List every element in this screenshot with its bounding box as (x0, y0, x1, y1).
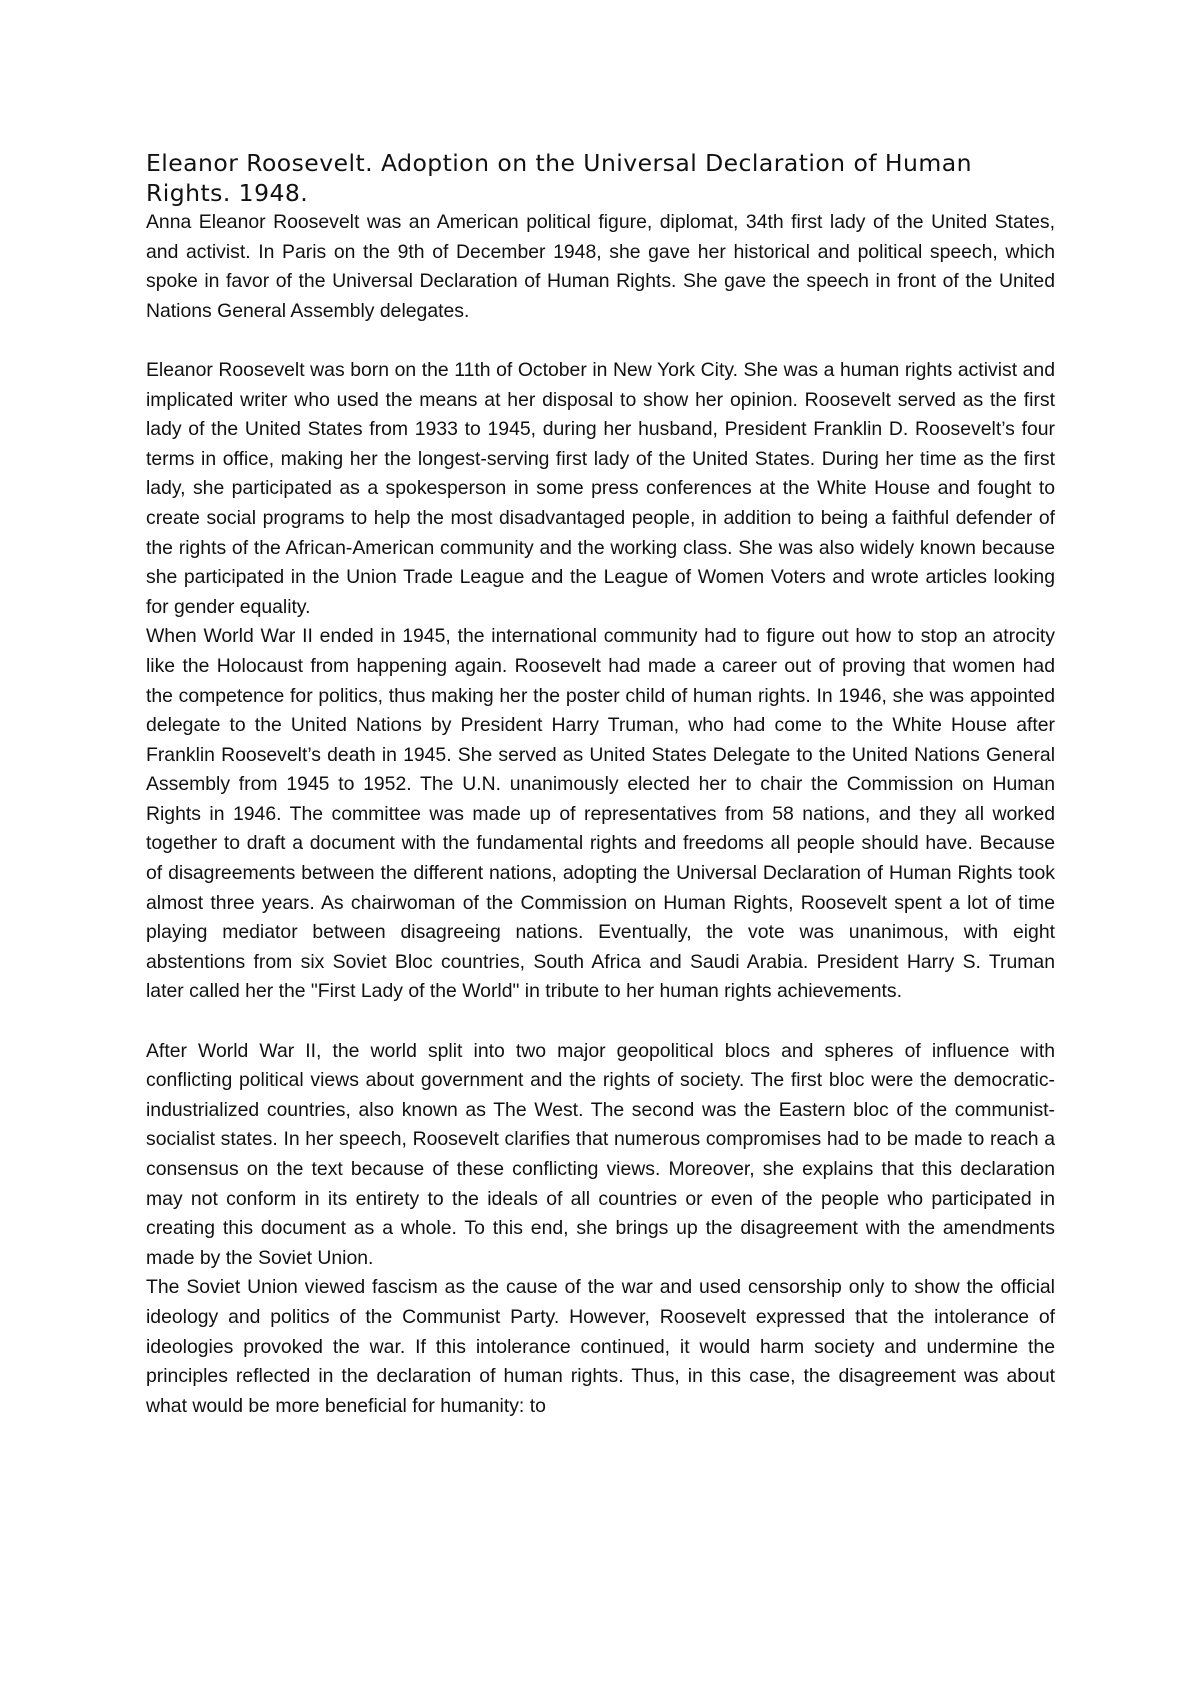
paragraph-soviet-union: The Soviet Union viewed fascism as the cause of the war and used censorship only to show the official ideology and politics of the Communist Party. However, Roosevelt expressed that the intolerance of ideologies provoked the war. If this intolerance continued, it would harm society and undermine the principles reflected in the declaration of human rights. Thus, in this case, the disagreement was about what would be more beneficial for humanity: to (146, 1276, 1055, 1417)
paragraph-geopolitical-blocs: After World War II, the world split into two major geopolitical blocs and spheres of influence with conflicting political views about government and the rights of society. The first bloc were the democratic-industrialized countries, also known as The West. The second was the Eastern bloc of the communist-socialist states. In her speech, Roosevelt clarifies that numerous compromises had to be made to reach a consensus on the text because of these conflicting views. Moreover, she explains that this declaration may not conform in its entirety to the ideals of all countries or even of the people who participated in creating this document as a whole. To this end, she brings up the disagreement with the amendments made by the Soviet Union. (146, 1039, 1055, 1269)
document-title: Eleanor Roosevelt. Adoption on the Universal Declaration of Human Rights. 1948. (146, 149, 972, 207)
paragraph-post-war-role: When World War II ended in 1945, the international community had to figure out how to stop an atrocity like the Holocaust from happening again. Roosevelt had made a career out of proving that women had the competence for politics, thus making her the poster child of human rights. In 1946, she was appointed delegate to the United Nations by President Harry Truman, who had come to the White House after Franklin Roosevelt’s death in 1945. She served as United States Delegate to the United Nations General Assembly from 1945 to 1952. The U.N. unanimously elected her to chair the Commission on Human Rights in 1946. The committee was made up of representatives from 58 nations, and they all worked together to draft a document with the fundamental rights and freedoms all people should have. Because of disagreements between the different nations, adopting the Universal Declaration of Human Rights took almost three years. As chairwoman of the Commission on Human Rights, Roosevelt spent a lot of time playing mediator between disagreeing nations. Eventually, the vote was unanimous, with eight abstentions from six Soviet Bloc countries, South Africa and Saudi Arabia. President Harry S. Truman later called her the "First Lady of the World" in tribute to her human rights achievements. (146, 625, 1055, 1003)
paragraph-spacer (146, 1007, 1055, 1037)
paragraph-spacer (146, 326, 1055, 356)
paragraph-intro: Anna Eleanor Roosevelt was an American political figure, diplomat, 34th first lady of the United States, and activist. In Paris on the 9th of December 1948, she gave her historical and political speech, which spoke in favor of the Universal Declaration of Human Rights. She gave the speech in front of the United Nations General Assembly delegates. (146, 211, 1055, 322)
paragraph-biography: Eleanor Roosevelt was born on the 11th of October in New York City. She was a human rights activist and implicated writer who used the means at her disposal to show her opinion. Roosevelt served as the first lady of the United States from 1933 to 1945, during her husband, President Franklin D. Roosevelt’s four terms in office, making her the longest-serving first lady of the United States. During her time as the first lady, she participated as a spokesperson in some press conferences at the White House and fought to create social programs to help the most disadvantaged people, in addition to being a faithful defender of the rights of the African-American community and the working class. She was also widely known because she participated in the Union Trade League and the League of Women Voters and wrote articles looking for gender equality. (146, 358, 1055, 618)
document-page (146, 148, 1055, 1421)
